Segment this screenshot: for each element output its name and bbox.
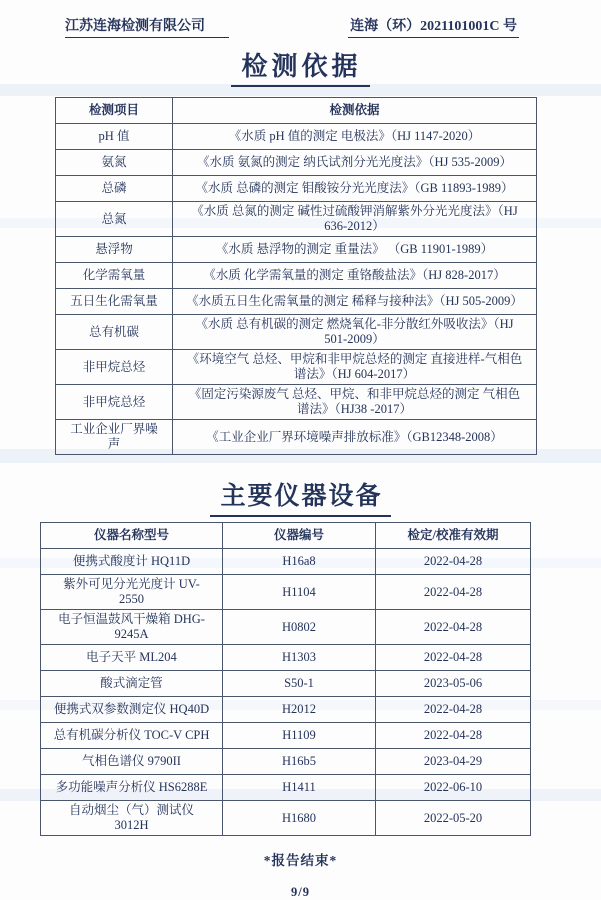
basis-cell: 《固定污染源废气 总烃、甲烷、和非甲烷总烃的测定 气相色谱法》（HJ38 -2017） bbox=[173, 385, 537, 420]
item-cell: 总有机碳 bbox=[56, 315, 173, 350]
table-row bbox=[41, 723, 531, 749]
instrument-name-cell: 多功能噪声分析仪 HS6288E bbox=[41, 775, 223, 801]
valid-date-cell: 2022-04-28 bbox=[376, 645, 531, 671]
column-header-item: 检测项目 bbox=[56, 98, 173, 124]
table-row bbox=[56, 237, 537, 263]
table-row bbox=[41, 610, 531, 645]
basis-cell: 《水质 pH 值的测定 电极法》（HJ 1147-2020） bbox=[173, 124, 537, 150]
column-header-instrument-code: 仪器编号 bbox=[223, 523, 376, 549]
table-row bbox=[56, 150, 537, 176]
table-row bbox=[56, 176, 537, 202]
table-row bbox=[41, 645, 531, 671]
document-header bbox=[65, 15, 519, 38]
basis-cell: 《水质 悬浮物的测定 重量法》 （GB 11901-1989） bbox=[173, 237, 537, 263]
item-cell: 工业企业厂界噪声 bbox=[56, 420, 173, 455]
table-header-row bbox=[41, 523, 531, 549]
instrument-name-cell: 自动烟尘（气）测试仪 3012H bbox=[41, 801, 223, 836]
instrument-name-cell: 便携式双参数测定仪 HQ40D bbox=[41, 697, 223, 723]
basis-cell: 《水质 氨氮的测定 纳氏试剂分光光度法》（HJ 535-2009） bbox=[173, 150, 537, 176]
basis-cell: 《水质五日生化需氧量的测定 稀释与接种法》（HJ 505-2009） bbox=[173, 289, 537, 315]
instrument-code-cell: H1109 bbox=[223, 723, 376, 749]
item-cell: 化学需氧量 bbox=[56, 263, 173, 289]
page-number: 9/9 bbox=[291, 885, 310, 899]
valid-date-cell: 2022-04-28 bbox=[376, 610, 531, 645]
table-row bbox=[41, 801, 531, 836]
instrument-name-cell: 紫外可见分光光度计 UV-2550 bbox=[41, 575, 223, 610]
report-end-note: *报告结束* bbox=[263, 853, 338, 868]
instrument-name-cell: 便携式酸度计 HQ11D bbox=[41, 549, 223, 575]
table-header-row bbox=[56, 98, 537, 124]
valid-date-cell: 2022-05-20 bbox=[376, 801, 531, 836]
basis-cell: 《水质 化学需氧量的测定 重铬酸盐法》（HJ 828-2017） bbox=[173, 263, 537, 289]
item-cell: 非甲烷总烃 bbox=[56, 350, 173, 385]
item-cell: 五日生化需氧量 bbox=[56, 289, 173, 315]
item-cell: 氨氮 bbox=[56, 150, 173, 176]
column-header-instrument-name: 仪器名称型号 bbox=[41, 523, 223, 549]
column-header-valid-period: 检定/校准有效期 bbox=[376, 523, 531, 549]
instrument-code-cell: H0802 bbox=[223, 610, 376, 645]
table-row bbox=[56, 124, 537, 150]
item-cell: pH 值 bbox=[56, 124, 173, 150]
instrument-name-cell: 电子恒温鼓风干燥箱 DHG-9245A bbox=[41, 610, 223, 645]
valid-date-cell: 2022-06-10 bbox=[376, 775, 531, 801]
instrument-name-cell: 电子天平 ML204 bbox=[41, 645, 223, 671]
item-cell: 悬浮物 bbox=[56, 237, 173, 263]
instrument-code-cell: S50-1 bbox=[223, 671, 376, 697]
table-row bbox=[56, 263, 537, 289]
instrument-name-cell: 气相色谱仪 9790II bbox=[41, 749, 223, 775]
section-title-testing-basis: 检测依据 bbox=[231, 52, 369, 87]
instrument-code-cell: H1680 bbox=[223, 801, 376, 836]
table-row bbox=[41, 697, 531, 723]
instrument-code-cell: H1411 bbox=[223, 775, 376, 801]
table-row bbox=[56, 202, 537, 237]
section-title-main-instruments: 主要仪器设备 bbox=[210, 482, 390, 517]
table-row bbox=[41, 749, 531, 775]
valid-date-cell: 2022-04-28 bbox=[376, 575, 531, 610]
instrument-code-cell: H16b5 bbox=[223, 749, 376, 775]
column-header-basis: 检测依据 bbox=[173, 98, 537, 124]
table-row bbox=[41, 575, 531, 610]
basis-cell: 《工业企业厂界环境噪声排放标准》（GB12348-2008） bbox=[173, 420, 537, 455]
valid-date-cell: 2022-04-28 bbox=[376, 723, 531, 749]
item-cell: 总磷 bbox=[56, 176, 173, 202]
table-row bbox=[56, 385, 537, 420]
basis-cell: 《环境空气 总烃、甲烷和非甲烷总烃的测定 直接进样-气相色谱法》（HJ 604-2017） bbox=[173, 350, 537, 385]
table-row bbox=[41, 671, 531, 697]
table-row bbox=[56, 420, 537, 455]
basis-cell: 《水质 总磷的测定 钼酸铵分光光度法》（GB 11893-1989） bbox=[173, 176, 537, 202]
valid-date-cell: 2022-04-28 bbox=[376, 549, 531, 575]
instrument-code-cell: H2012 bbox=[223, 697, 376, 723]
instrument-name-cell: 酸式滴定管 bbox=[41, 671, 223, 697]
instrument-name-cell: 总有机碳分析仪 TOC-V CPH bbox=[41, 723, 223, 749]
company-name: 江苏连海检测有限公司 bbox=[65, 15, 229, 38]
instrument-code-cell: H16a8 bbox=[223, 549, 376, 575]
basis-cell: 《水质 总有机碳的测定 燃烧氧化-非分散红外吸收法》（HJ 501-2009） bbox=[173, 315, 537, 350]
basis-cell: 《水质 总氮的测定 碱性过硫酸钾消解紫外分光光度法》（HJ 636-2012） bbox=[173, 202, 537, 237]
item-cell: 总氮 bbox=[56, 202, 173, 237]
instruments-table bbox=[40, 522, 531, 836]
table-row bbox=[56, 315, 537, 350]
table-row bbox=[41, 549, 531, 575]
valid-date-cell: 2022-04-28 bbox=[376, 697, 531, 723]
table-row bbox=[56, 350, 537, 385]
instrument-code-cell: H1303 bbox=[223, 645, 376, 671]
table-row bbox=[56, 289, 537, 315]
instrument-code-cell: H1104 bbox=[223, 575, 376, 610]
valid-date-cell: 2023-05-06 bbox=[376, 671, 531, 697]
testing-basis-table bbox=[55, 97, 537, 455]
valid-date-cell: 2023-04-29 bbox=[376, 749, 531, 775]
table-row bbox=[41, 775, 531, 801]
item-cell: 非甲烷总烃 bbox=[56, 385, 173, 420]
report-number: 连海（环）2021101001C 号 bbox=[348, 15, 519, 38]
